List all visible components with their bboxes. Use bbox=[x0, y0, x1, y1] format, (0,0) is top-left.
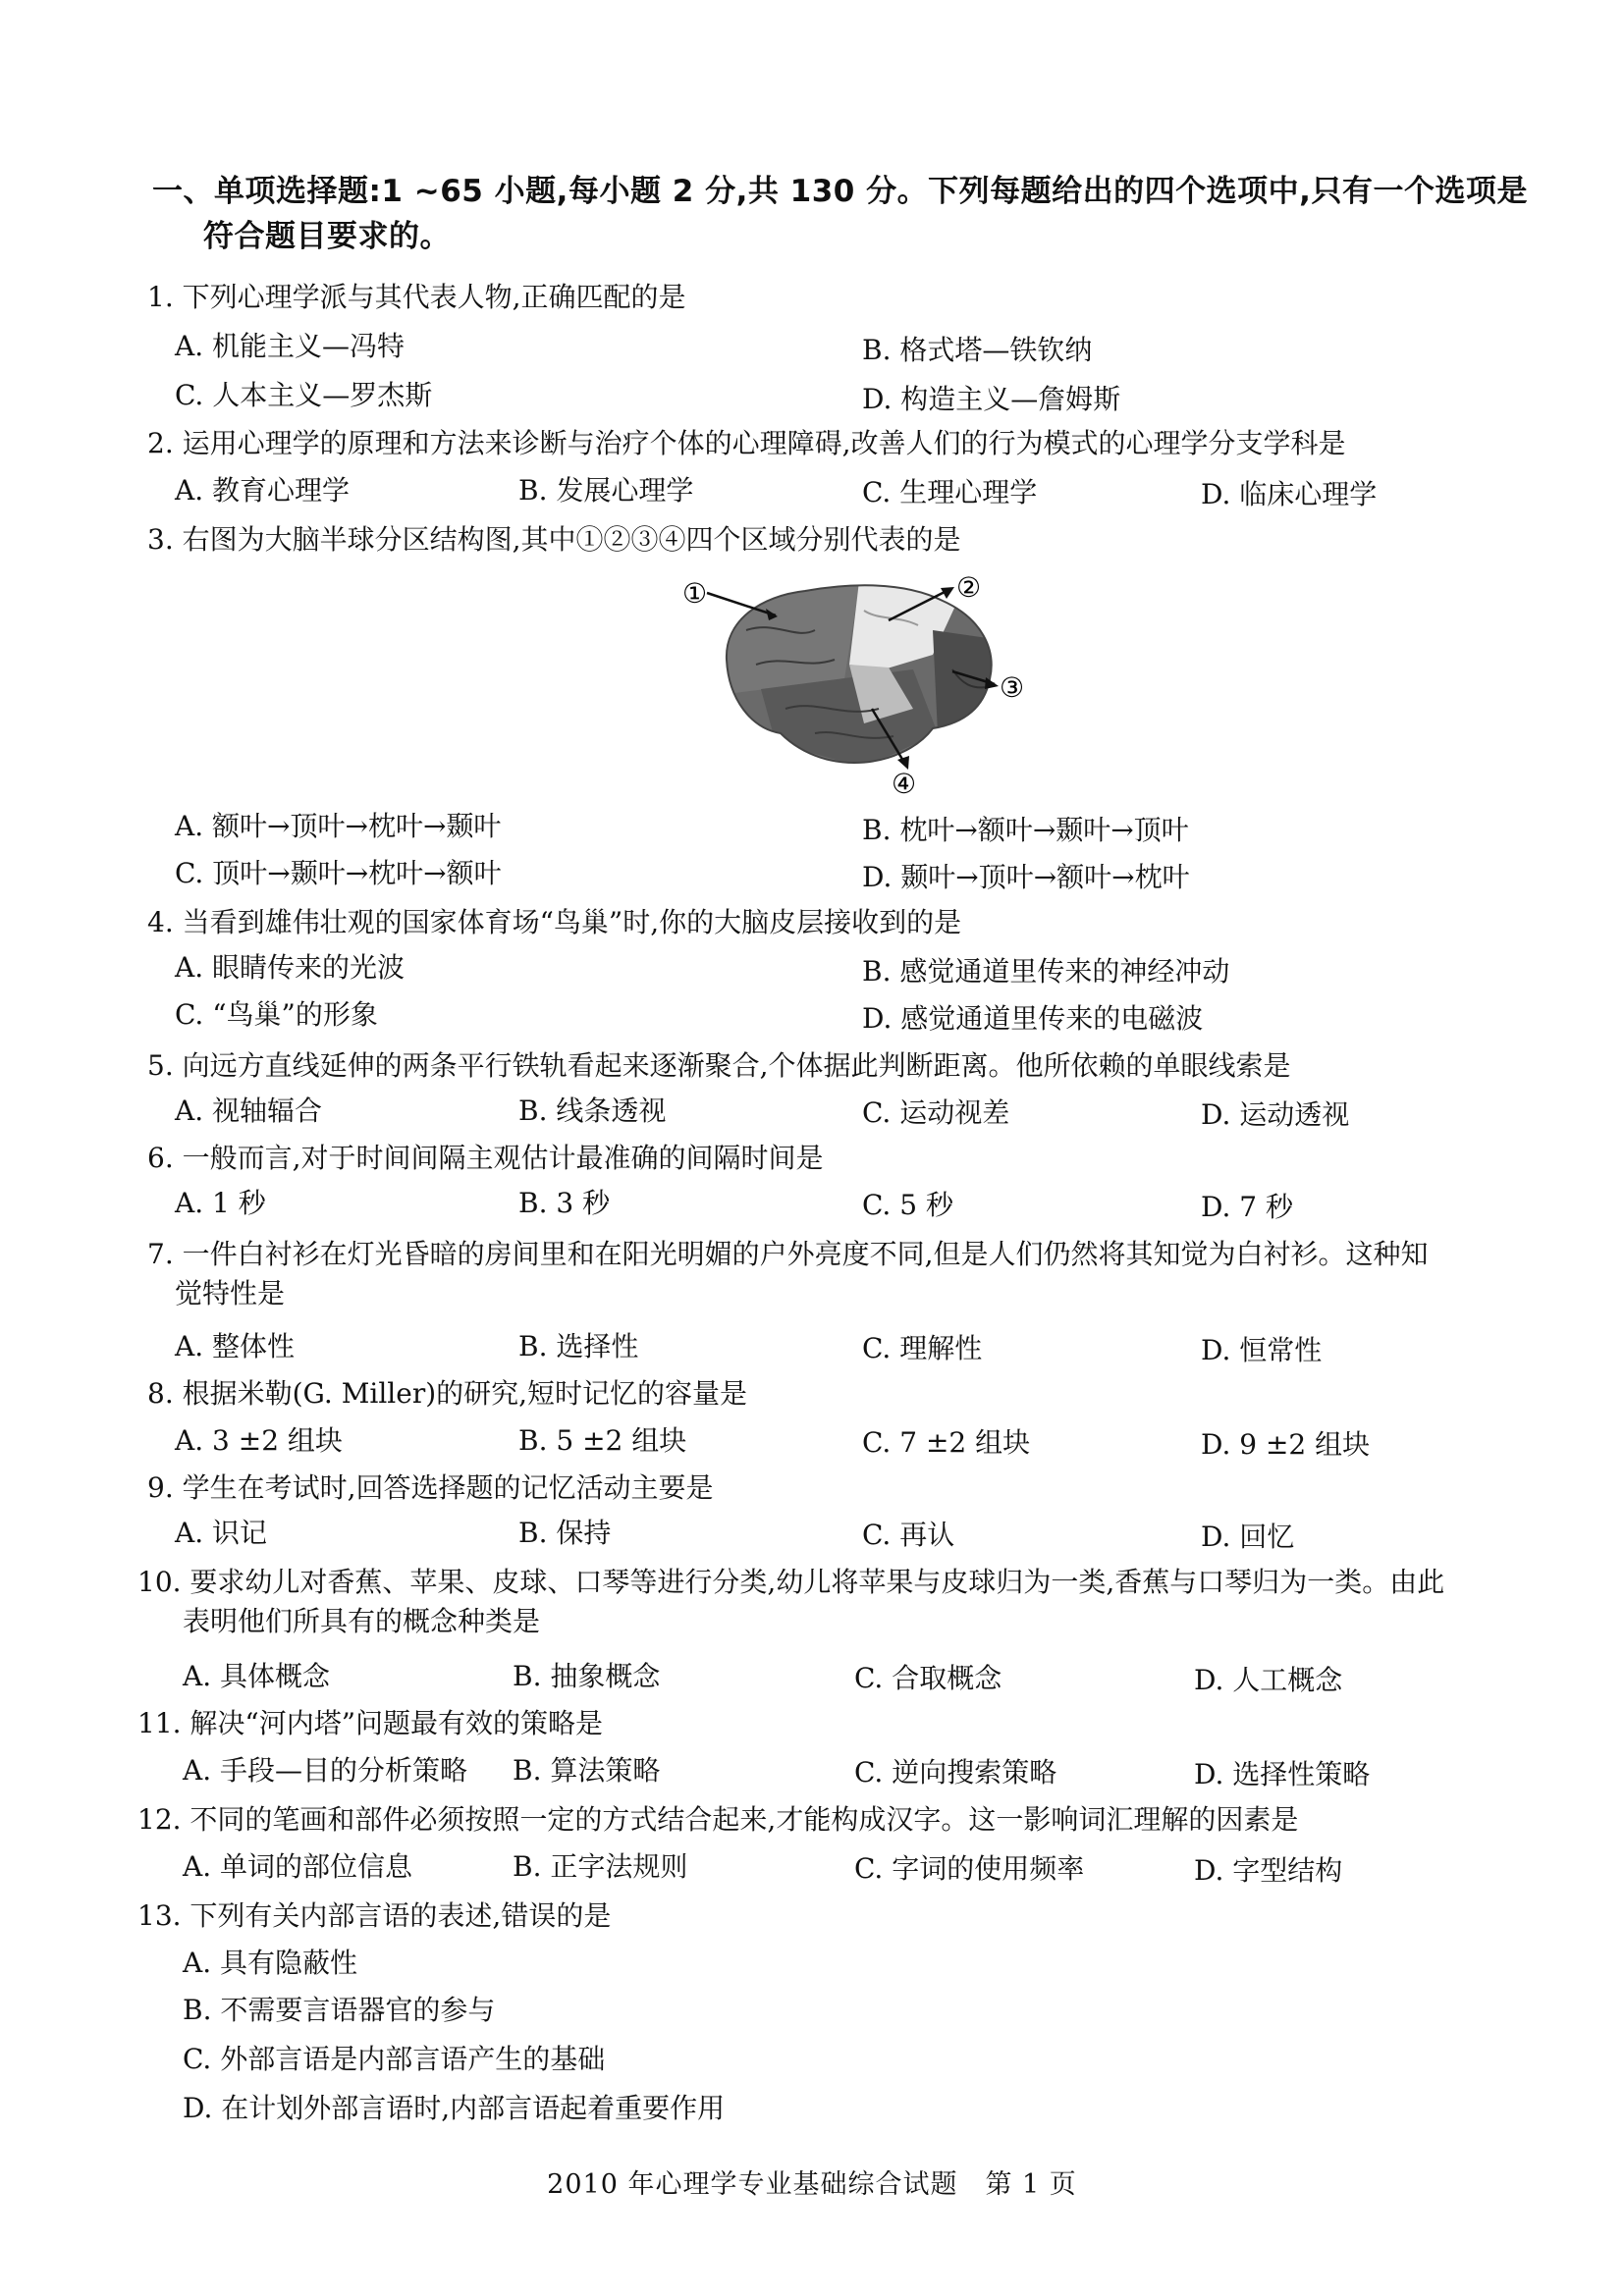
option-b: B. 枕叶→额叶→颞叶→顶叶 bbox=[862, 814, 1189, 846]
question-5 bbox=[147, 1046, 1542, 1086]
option-a: A. 教育心理学 bbox=[175, 474, 351, 507]
figure-label-4: ④ bbox=[892, 768, 917, 797]
question-stem-cont: 表明他们所具有的概念种类是 bbox=[183, 1605, 541, 1637]
figure-label-2: ② bbox=[956, 571, 982, 604]
question-stem: 5. 向远方直线延伸的两条平行铁轨看起来逐渐聚合,个体据此判断距离。他所依赖的单眼线索是 bbox=[147, 1049, 1291, 1082]
option-c: C. 外部言语是内部言语产生的基础 bbox=[183, 2043, 606, 2075]
option-c: C. 7 ±2 组块 bbox=[862, 1426, 1031, 1459]
figure-label-1: ① bbox=[682, 577, 708, 610]
question-stem: 7. 一件白衬衫在灯光昏暗的房间里和在阳光明媚的户外亮度不同,但是人们仍然将其知觉为白衬衫。这种知 bbox=[147, 1238, 1429, 1270]
option-b: B. 感觉通道里传来的神经冲动 bbox=[862, 955, 1230, 988]
option-c: C. 合取概念 bbox=[854, 1662, 1002, 1694]
question-10 bbox=[137, 1563, 1532, 1641]
question-stem: 4. 当看到雄伟壮观的国家体育场“鸟巢”时,你的大脑皮层接收到的是 bbox=[147, 906, 962, 938]
page-footer: 2010 年心理学专业基础综合试题 第 1 页 bbox=[547, 2169, 1077, 2200]
option-c: C. 5 秒 bbox=[862, 1189, 953, 1221]
option-b: B. 抽象概念 bbox=[513, 1660, 661, 1692]
option-a: A. 单词的部位信息 bbox=[183, 1850, 413, 1883]
question-stem: 1. 下列心理学派与其代表人物,正确匹配的是 bbox=[147, 281, 686, 313]
option-b: B. 3 秒 bbox=[518, 1187, 611, 1219]
question-stem: 2. 运用心理学的原理和方法来诊断与治疗个体的心理障碍,改善人们的行为模式的心理学分支学科是 bbox=[147, 427, 1346, 459]
section-title bbox=[152, 169, 1546, 259]
option-d: D. 颞叶→顶叶→额叶→枕叶 bbox=[862, 861, 1190, 893]
option-a: A. 整体性 bbox=[175, 1330, 296, 1362]
option-b: B. 格式塔—铁钦纳 bbox=[862, 334, 1093, 366]
option-c: C. 再认 bbox=[862, 1519, 955, 1551]
option-a: A. 额叶→顶叶→枕叶→颞叶 bbox=[175, 810, 502, 842]
option-b: B. 发展心理学 bbox=[518, 474, 694, 507]
question-11 bbox=[137, 1704, 1532, 1743]
option-a: A. 具体概念 bbox=[183, 1660, 331, 1692]
question-9 bbox=[147, 1468, 1542, 1508]
section-title-line2: 符合题目要求的。 bbox=[203, 219, 451, 254]
question-stem: 9. 学生在考试时,回答选择题的记忆活动主要是 bbox=[147, 1471, 714, 1504]
option-a: A. 手段—目的分析策略 bbox=[183, 1754, 468, 1787]
question-6 bbox=[147, 1139, 1542, 1178]
option-a: A. 1 秒 bbox=[175, 1187, 266, 1219]
option-d: D. 字型结构 bbox=[1194, 1854, 1343, 1887]
option-a: A. 视轴辐合 bbox=[175, 1095, 323, 1127]
option-d: D. 7 秒 bbox=[1201, 1191, 1293, 1223]
option-d: D. 构造主义—詹姆斯 bbox=[862, 383, 1121, 415]
question-stem-cont: 觉特性是 bbox=[175, 1277, 286, 1309]
option-b: B. 算法策略 bbox=[513, 1754, 661, 1787]
question-stem: 3. 右图为大脑半球分区结构图,其中①②③④四个区域分别代表的是 bbox=[147, 523, 961, 556]
question-stem: 8. 根据米勒(G. Miller)的研究,短时记忆的容量是 bbox=[147, 1377, 748, 1410]
question-13 bbox=[137, 1896, 1532, 1936]
section-title-line1: 一、单项选择题:1 ~65 小题,每小题 2 分,共 130 分。下列每题给出的四个选项中,只有一个选项是 bbox=[152, 174, 1528, 209]
option-d: D. 回忆 bbox=[1201, 1521, 1295, 1553]
option-c: C. 顶叶→颞叶→枕叶→额叶 bbox=[175, 857, 502, 889]
question-stem: 12. 不同的笔画和部件必须按照一定的方式结合起来,才能构成汉字。这一影响词汇理解的因素是 bbox=[137, 1803, 1299, 1836]
option-d: D. 选择性策略 bbox=[1194, 1758, 1371, 1790]
option-d: D. 感觉通道里传来的电磁波 bbox=[862, 1002, 1204, 1035]
option-b: B. 保持 bbox=[518, 1517, 612, 1549]
option-c: C. 运动视差 bbox=[862, 1096, 1010, 1129]
question-stem: 11. 解决“河内塔”问题最有效的策略是 bbox=[137, 1707, 604, 1739]
option-a: A. 识记 bbox=[175, 1517, 268, 1549]
option-a: A. 3 ±2 组块 bbox=[175, 1424, 343, 1457]
option-c: C. 人本主义—罗杰斯 bbox=[175, 379, 433, 411]
option-b: B. 线条透视 bbox=[518, 1095, 667, 1127]
brain-hemisphere-diagram bbox=[668, 561, 1041, 797]
option-c: C. 生理心理学 bbox=[862, 476, 1038, 508]
question-8 bbox=[147, 1374, 1542, 1414]
question-4 bbox=[147, 903, 1542, 942]
question-2 bbox=[147, 424, 1542, 463]
question-1 bbox=[147, 278, 1542, 317]
option-d: D. 运动透视 bbox=[1201, 1098, 1350, 1131]
option-b: B. 选择性 bbox=[518, 1330, 639, 1362]
option-b: B. 正字法规则 bbox=[513, 1850, 688, 1883]
option-a: A. 具有隐蔽性 bbox=[183, 1947, 358, 1979]
option-c: C. 理解性 bbox=[862, 1332, 983, 1364]
question-stem: 6. 一般而言,对于时间间隔主观估计最准确的间隔时间是 bbox=[147, 1142, 824, 1174]
brain-figure bbox=[668, 561, 1041, 797]
figure-label-3: ③ bbox=[1000, 671, 1025, 704]
question-stem: 13. 下列有关内部言语的表述,错误的是 bbox=[137, 1899, 612, 1932]
option-b: B. 5 ±2 组块 bbox=[518, 1424, 687, 1457]
option-d: D. 在计划外部言语时,内部言语起着重要作用 bbox=[183, 2092, 726, 2124]
option-b: B. 不需要言语器官的参与 bbox=[183, 1994, 496, 2026]
option-d: D. 人工概念 bbox=[1194, 1664, 1343, 1696]
option-d: D. 9 ±2 组块 bbox=[1201, 1428, 1371, 1461]
option-c: C. 字词的使用频率 bbox=[854, 1852, 1085, 1885]
option-c: C. “鸟巢”的形象 bbox=[175, 998, 378, 1031]
option-c: C. 逆向搜索策略 bbox=[854, 1756, 1057, 1789]
option-a: A. 机能主义—冯特 bbox=[175, 330, 406, 362]
option-a: A. 眼睛传来的光波 bbox=[175, 951, 406, 984]
question-stem: 10. 要求幼儿对香蕉、苹果、皮球、口琴等进行分类,幼儿将苹果与皮球归为一类,香蕉与口琴归为一类。由此 bbox=[137, 1566, 1445, 1598]
question-3 bbox=[147, 520, 1542, 560]
option-d: D. 恒常性 bbox=[1201, 1334, 1323, 1366]
question-7 bbox=[147, 1235, 1542, 1313]
option-d: D. 临床心理学 bbox=[1201, 478, 1378, 510]
question-12 bbox=[137, 1800, 1532, 1840]
